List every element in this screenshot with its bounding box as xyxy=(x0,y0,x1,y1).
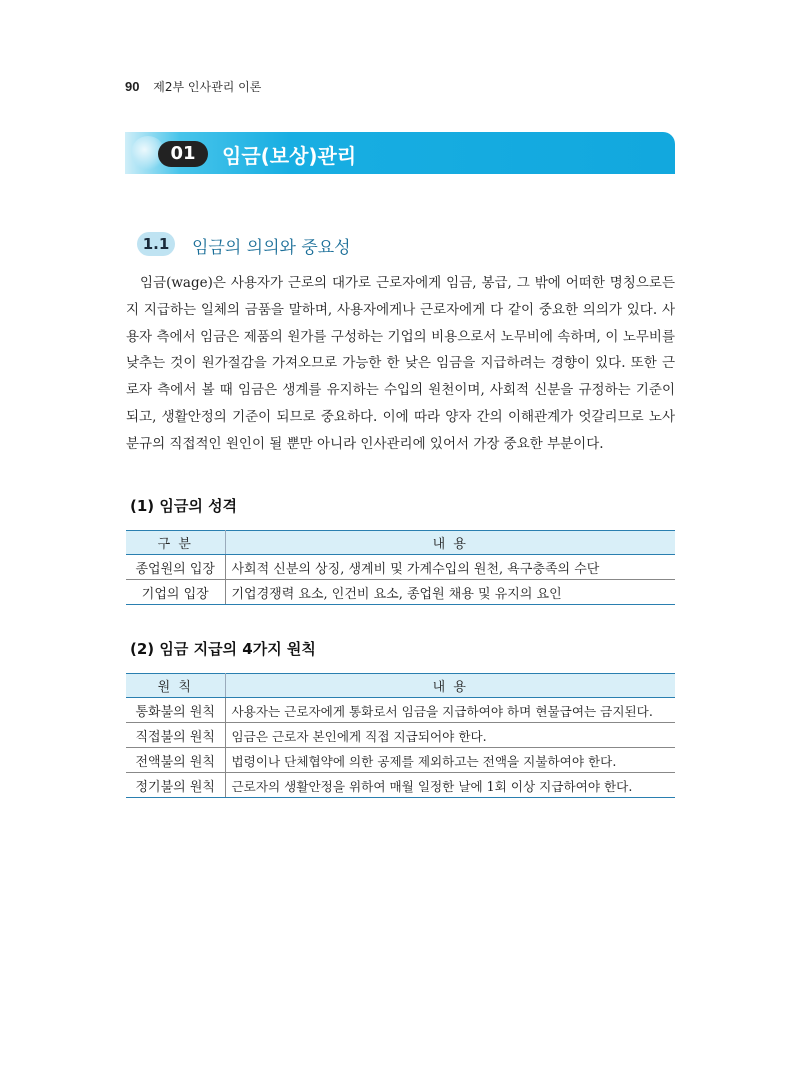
running-header xyxy=(125,78,261,95)
column-header: 내 용 xyxy=(225,674,675,698)
table-row xyxy=(126,723,675,748)
table-cell: 정기불의 원칙 xyxy=(126,773,225,798)
table-row xyxy=(126,555,675,580)
column-header: 구 분 xyxy=(126,531,225,555)
table-cell: 법령이나 단체협약에 의한 공제를 제외하고는 전액을 지불하여야 한다. xyxy=(225,748,675,773)
column-header: 내 용 xyxy=(225,531,675,555)
table-cell: 사용자는 근로자에게 통화로서 임금을 지급하여야 하며 현물급여는 금지된다. xyxy=(225,698,675,723)
page-number: 90 xyxy=(125,79,140,94)
part-title: 제2부 인사관리 이론 xyxy=(153,80,262,94)
chapter-number: 01 xyxy=(158,141,208,167)
table-cell: 임금은 근로자 본인에게 직접 지급되어야 한다. xyxy=(225,723,675,748)
table-cell: 기업경쟁력 요소, 인건비 요소, 종업원 채용 및 유지의 요인 xyxy=(225,580,675,605)
table-row xyxy=(126,698,675,723)
subsection-heading-principles: (2) 임금 지급의 4가지 원칙 xyxy=(130,640,316,658)
table-row xyxy=(126,580,675,605)
table-cell: 사회적 신분의 상징, 생계비 및 가계수입의 원천, 욕구충족의 수단 xyxy=(225,555,675,580)
chapter-title: 임금(보상)관리 xyxy=(222,144,357,168)
table-cell: 통화불의 원칙 xyxy=(126,698,225,723)
table-row xyxy=(126,773,675,798)
column-header: 원 칙 xyxy=(126,674,225,698)
section-number: 1.1 xyxy=(137,232,175,256)
table-cell: 직접불의 원칙 xyxy=(126,723,225,748)
body-paragraph: 임금(wage)은 사용자가 근로의 대가로 근로자에게 임금, 봉급, 그 밖에 어떠한 명칭으로든지 지급하는 일체의 금품을 말하며, 사용자에게나 근로자에게 다 같이 중요한 의의가 있다. 사용자 측에서 임금은 제품의 원가를 구성하는 기업의 비용으로서 노무비에 속하며, 이 노무비를 낮추는 것이 원가절감을 가져오므로 가능한 한 낮은 임금을 지급하려는 경향이 있다. 또한 근로자 측에서 볼 때 임금은 생계를 유지하는 수입의 원천이며, 사회적 신분을 규정하는 기준이 되고, 생활안정의 기준이 되므로 중요하다. 이에 따라 양자 간의 이해관계가 엇갈리므로 노사분규의 직접적인 원인이 될 뿐만 아니라 인사관리에 있어서 가장 중요한 부분이다. xyxy=(126,275,675,452)
section-title: 임금의 의의와 중요성 xyxy=(192,238,351,258)
table-cell: 기업의 입장 xyxy=(126,580,225,605)
table-cell: 전액불의 원칙 xyxy=(126,748,225,773)
table-header-row xyxy=(126,531,675,555)
table-row xyxy=(126,748,675,773)
wage-nature-table xyxy=(126,530,675,605)
table-cell: 근로자의 생활안정을 위하여 매월 일정한 날에 1회 이상 지급하여야 한다. xyxy=(225,773,675,798)
wage-principles-table xyxy=(126,673,675,798)
subsection-heading-nature: (1) 임금의 성격 xyxy=(130,497,238,515)
table-cell: 종업원의 입장 xyxy=(126,555,225,580)
table-header-row xyxy=(126,674,675,698)
